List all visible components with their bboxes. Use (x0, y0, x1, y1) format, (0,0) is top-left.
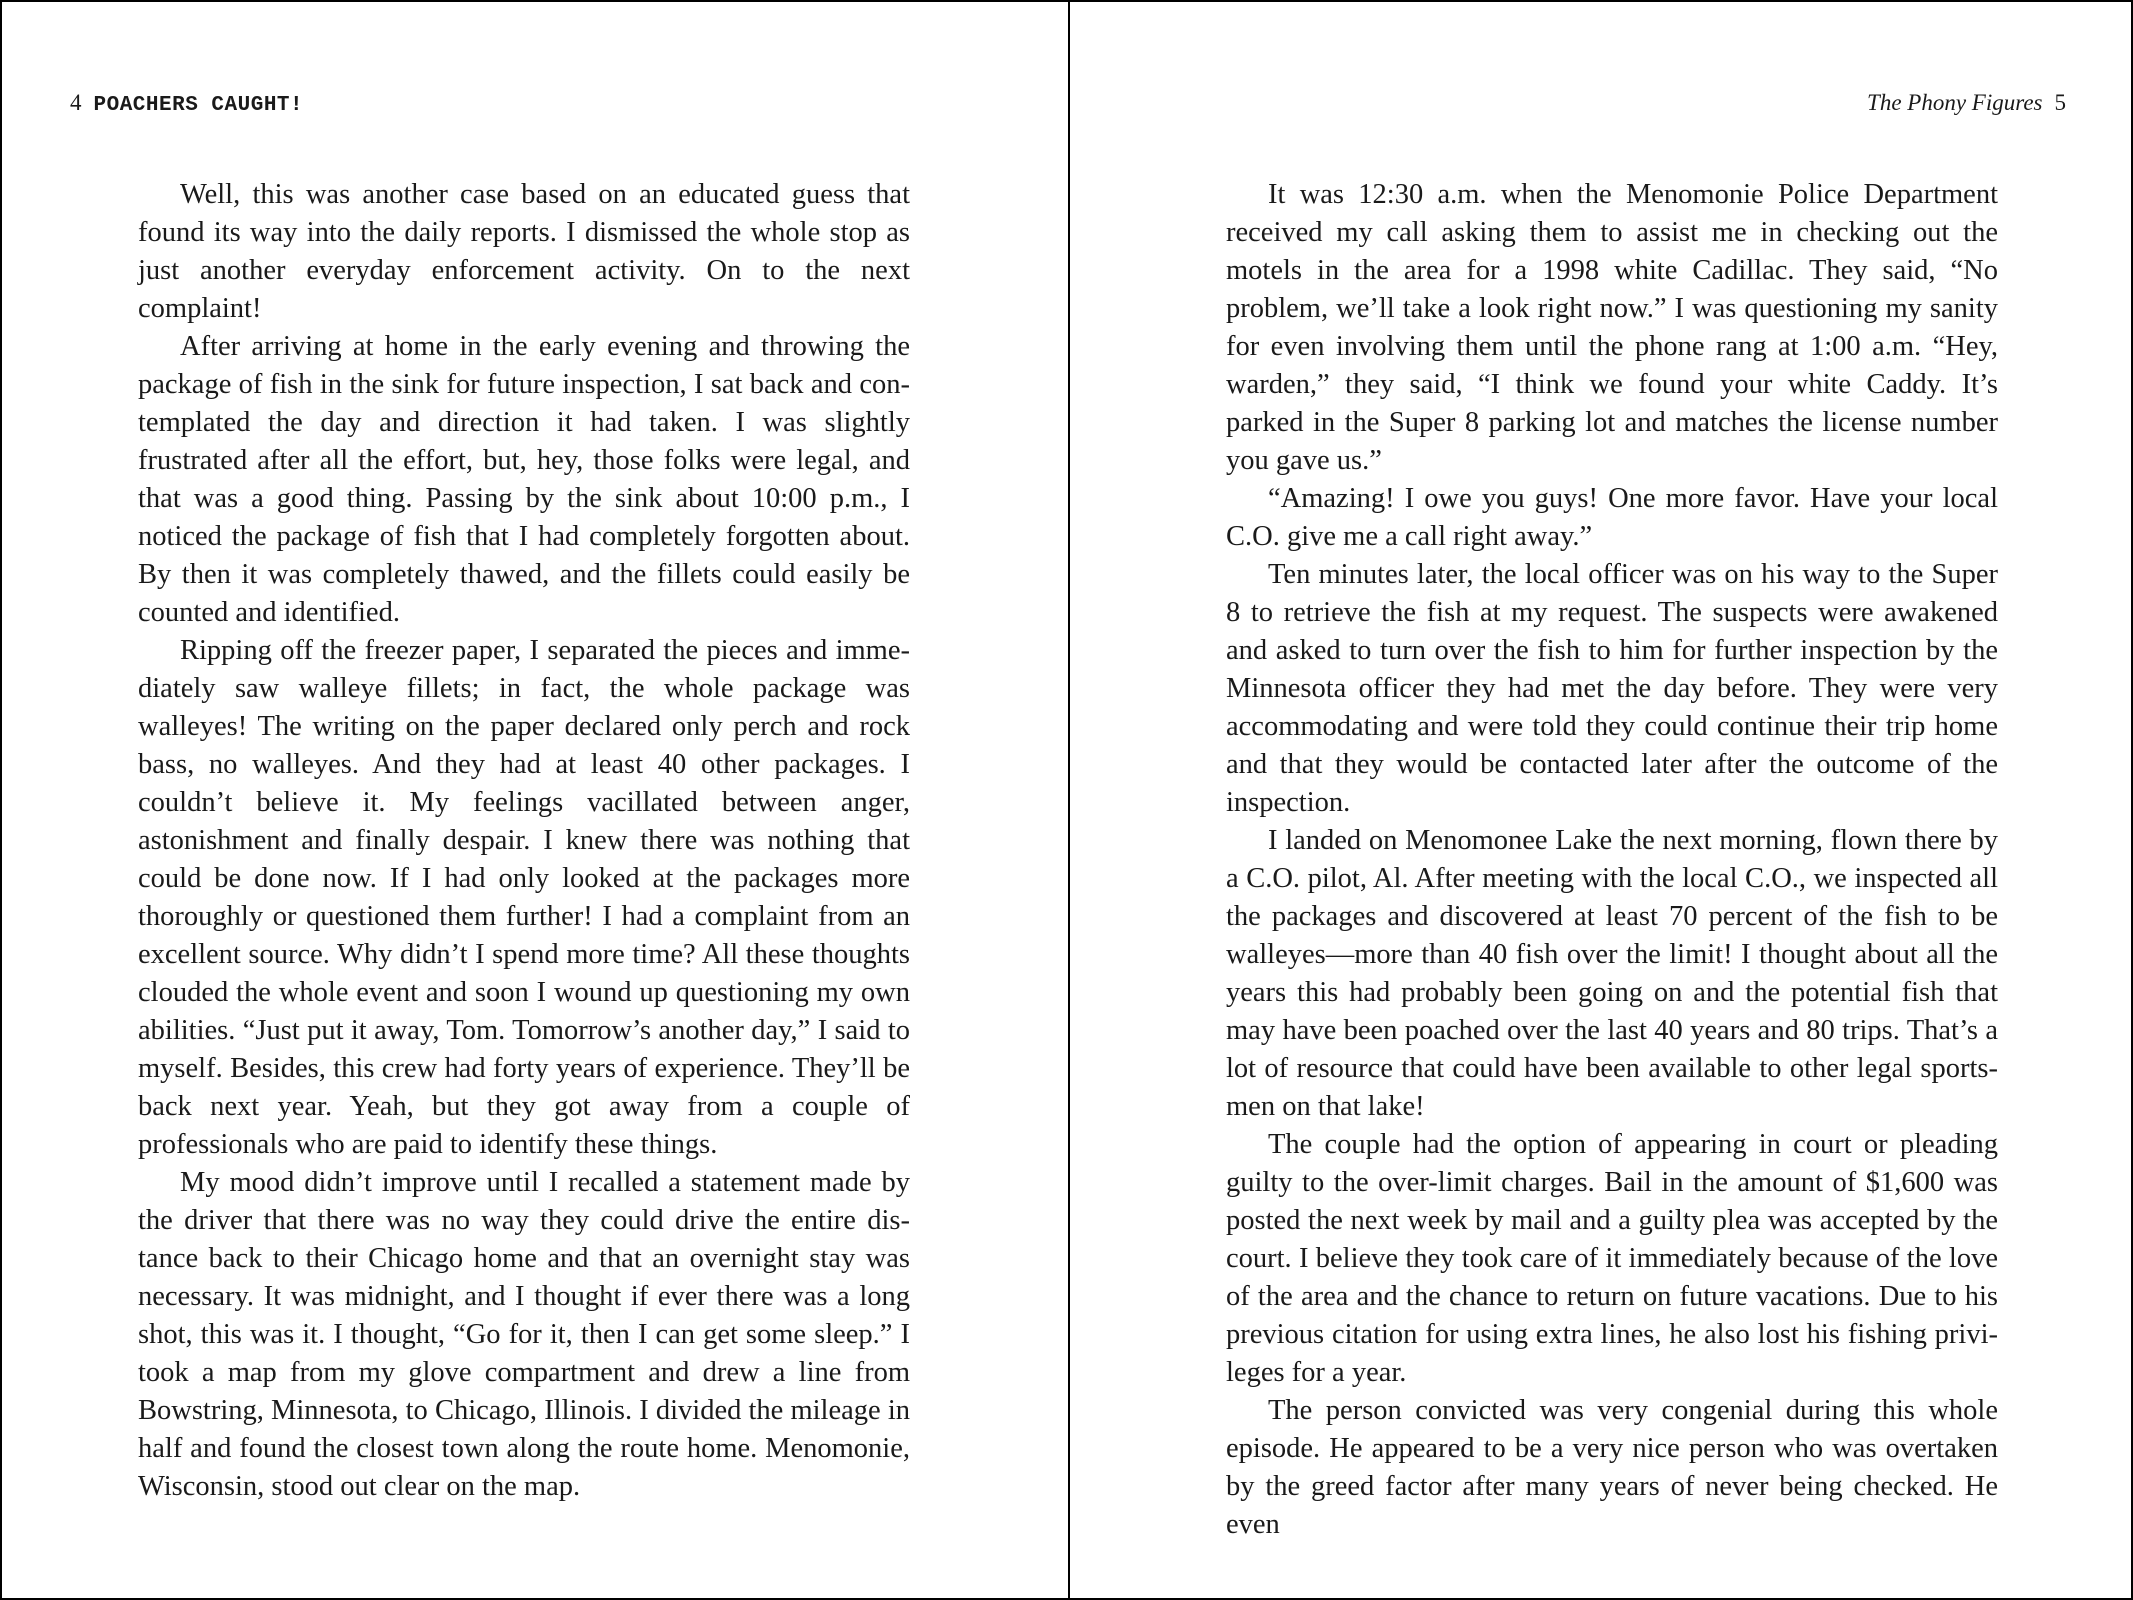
right-body-text (1226, 176, 1998, 1544)
paragraph: My mood didn’t improve until I recalled a statement made by the driver that there was no way they could drive the entire distance back to their Chicago home and that an overnight stay was necessary. It was midnight, and I thought if ever there was a long shot, this was it. I thought, “Go for it, then I can get some sleep.” I took a map from my glove compartment and drew a line from Bowstring, Minnesota, to Chicago, Illinois. I divided the mileage in half and found the closest town along the route home. Menomonie, Wisconsin, stood out clear on the map. (138, 1167, 910, 1502)
chapter-title-running-head: The Phony Figures (1867, 90, 2043, 115)
left-running-header (70, 88, 303, 121)
paragraph: After arriving at home in the early evening and throwing the package of fish in the sink for future inspection, I sat back and contemplated the day and direction it had taken. I was slightly frustrated after all the effort, but, hey, those folks were legal, and that was a good thing. Passing by the sink about 10:00 p.m., I noticed the package of fish that I had completely forgotten about. By then it was completely thawed, and the fillets could easily be counted and identified. (138, 331, 910, 628)
left-body-text (138, 176, 910, 1506)
paragraph: It was 12:30 a.m. when the Menomonie Police Department received my call asking them to assist me in checking out the motels in the area for a 1998 white Cadillac. They said, “No problem, we’ll take a look right now.” I was questioning my sanity for even involving them until the phone rang at 1:00 a.m. “Hey, warden,” they said, “I think we found your white Caddy. It’s parked in the Super 8 parking lot and matches the license number you gave us.” (1226, 179, 1998, 476)
paragraph: The person convicted was very congenial during this whole episode. He appeared to be a very nice person who was overtaken by the greed factor after many years of never being checked. He even (1226, 1395, 1998, 1540)
paragraph: Ripping off the freezer paper, I separated the pieces and immediately saw walleye fillets; in fact, the whole package was walleyes! The writing on the paper declared only perch and rock bass, no walleyes. And they had at least 40 other packages. I couldn’t believe it. My feelings vacillated between anger, astonishment and finally despair. I knew there was nothing that could be done now. If I had only looked at the packages more thoroughly or questioned them further! I had a complaint from an excellent source. Why didn’t I spend more time? All these thoughts clouded the whole event and soon I wound up questioning my own abilities. “Just put it away, Tom. Tomorrow’s another day,” I said to myself. Besides, this crew had forty years of experience. They’ll be back next year. Yeah, but they got away from a couple of professionals who are paid to identify these things. (138, 635, 910, 1160)
paragraph: The couple had the option of appearing in court or pleading guilty to the over-limit charges. Bail in the amount of $1,600 was posted the next week by mail and a guilty plea was accepted by the court. I believe they took care of it immediately because of the love of the area and the chance to return on future vacations. Due to his previous citation for using extra lines, he also lost his fishing privileges for a year. (1226, 1129, 1998, 1388)
right-page-number: 5 (2054, 90, 2066, 115)
right-running-header (1867, 88, 2066, 119)
paragraph: Well, this was another case based on an educated guess that found its way into the daily reports. I dismissed the whole stop as just another everyday enforcement activity. On to the next complaint! (138, 179, 910, 324)
paragraph: Ten minutes later, the local officer was on his way to the Super 8 to retrieve the fish at my request. The suspects were awakened and asked to turn over the fish to him for further inspection by the Minnesota officer they had met the day before. They were very accommodating and were told they could continue their trip home and that they would be contacted later after the outcome of the inspection. (1226, 559, 1998, 818)
left-page-number: 4 (70, 90, 82, 115)
left-page (2, 2, 1068, 1598)
paragraph: I landed on Menomonee Lake the next morning, flown there by a C.O. pilot, Al. After meeting with the local C.O., we inspected all the packages and discovered at least 70 percent of the fish to be walleyes—more than 40 fish over the limit! I thought about all the years this had probably been going on and the potential fish that may have been poached over the last 40 years and 80 trips. That’s a lot of resource that could have been available to other legal sportsmen on that lake! (1226, 825, 1998, 1122)
book-title-running-head: POACHERS CAUGHT! (93, 94, 304, 117)
right-page (1070, 2, 2133, 1598)
paragraph: “Amazing! I owe you guys! One more favor. Have your local C.O. give me a call right away.” (1226, 483, 1998, 552)
